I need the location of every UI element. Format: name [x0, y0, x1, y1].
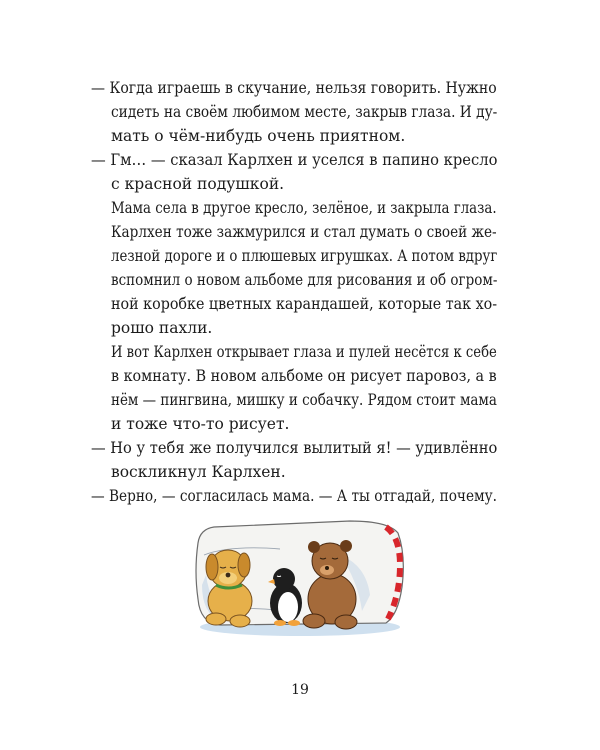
dog-ear — [238, 553, 250, 577]
text-line: воскликнул Карлхен. — [111, 463, 286, 481]
bear-ear — [308, 541, 320, 553]
text-line: и тоже что-то рисует. — [111, 415, 290, 433]
bear-leg — [303, 614, 325, 628]
penguin-foot — [288, 620, 300, 626]
penguin-belly — [278, 592, 298, 622]
text-line: ной коробке цветных карандашей, которые так хо- — [111, 295, 498, 313]
toy-dog — [206, 550, 252, 627]
dog-ear — [206, 554, 218, 580]
text-line: в комнату. В новом альбоме он рисует паровоз, а в — [111, 367, 497, 385]
penguin-eye — [277, 576, 281, 577]
dog-leg — [230, 615, 250, 627]
penguin-head — [273, 568, 295, 590]
text-line: с красной подушкой. — [111, 175, 285, 193]
text-line: сидеть на своём любимом месте, закрыв глаза. И ду- — [111, 103, 498, 121]
sleeping-toys-illustration — [190, 515, 410, 640]
penguin-foot — [274, 620, 286, 626]
text-line: — Когда играешь в скучание, нельзя говорить. Нужно — [91, 79, 497, 97]
text-line: И вот Карлхен открывает глаза и пулей несётся к себе — [111, 343, 497, 361]
text-line: рошо пахли. — [111, 319, 213, 337]
text-line: — Верно, — согласилась мама. — А ты отгадай, почему. — [91, 487, 498, 505]
text-line: — Но у тебя же получился вылитый я! — удивлённо — [91, 439, 498, 457]
bear-leg — [335, 615, 357, 629]
text-line: нём — пингвина, мишку и собачку. Рядом стоит мама — [111, 391, 497, 409]
text-line: Карлхен тоже зажмурился и стал думать о своей же- — [111, 223, 497, 241]
bear-nose — [325, 566, 329, 570]
dog-leg — [206, 613, 226, 625]
text-line: лезной дороге и о плюшевых игрушках. А потом вдруг — [111, 247, 498, 265]
bear-ear — [340, 540, 352, 552]
text-line: Мама села в другое кресло, зелёное, и закрыла глаза. — [111, 199, 497, 217]
page-number: 19 — [291, 682, 309, 698]
text-line: мать о чём-нибудь очень приятном. — [111, 127, 406, 145]
text-line: — Гм… — сказал Карлхен и уселся в папино кресло — [91, 151, 498, 169]
text-line: вспомнил о новом альбоме для рисования и об огром- — [111, 271, 498, 289]
dog-nose — [226, 573, 231, 578]
